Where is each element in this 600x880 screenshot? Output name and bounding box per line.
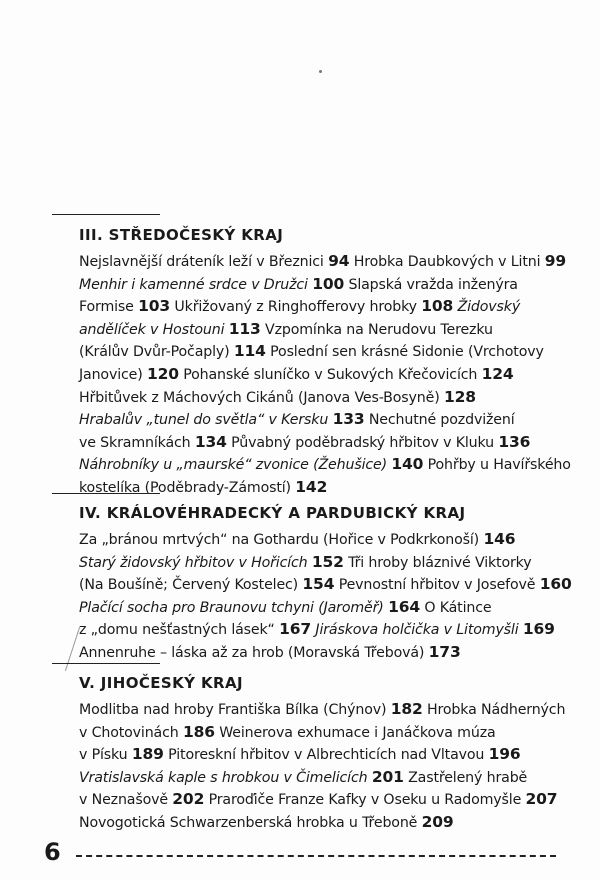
page-ref: 207 xyxy=(525,790,558,809)
page-ref: 146 xyxy=(483,530,516,548)
toc-line xyxy=(79,409,559,432)
entry-title-italic: andělíček v Hostouni xyxy=(79,321,225,338)
entry-text: (Králův Dvůr-Počaply) xyxy=(79,344,234,361)
page-ref: 209 xyxy=(421,812,454,831)
section-lines xyxy=(79,251,571,500)
entry-text: v Neznašově xyxy=(79,792,173,809)
entry-title-italic: Židovský xyxy=(457,299,521,316)
page-ref: 94 xyxy=(328,252,350,270)
entry-text: (Na Boušíně; Červený Kostelec) xyxy=(79,577,303,594)
page-ref: 160 xyxy=(539,575,572,594)
entry-text: Hřbitůvek z Máchových Cikánů (Janova Ves-Bosyně) xyxy=(79,389,444,406)
dust-speck xyxy=(319,70,322,73)
toc-line xyxy=(79,529,559,552)
page-ref: 154 xyxy=(302,575,335,594)
toc-line xyxy=(79,251,567,274)
page-ref: 124 xyxy=(481,364,514,383)
page-ref: 128 xyxy=(443,387,476,406)
entry-text: Annenruhe – láska až za hrob (Moravská Třebová) xyxy=(79,644,429,661)
entry-text: v Chotovinách xyxy=(79,724,183,741)
entry-text: Slapská vražda inženýra xyxy=(344,276,518,293)
toc-line xyxy=(79,341,559,364)
entry-text: Hrobka Daubkových v Litni xyxy=(349,254,545,270)
entry-title-italic: Starý židovský hřbitov v Hořicích xyxy=(79,554,308,571)
entry-text: Ukřižovaný z Ringhofferovy hrobky xyxy=(170,299,422,316)
toc-line xyxy=(79,767,559,790)
entry-text: Vzpomínka na Nerudovu Terezku xyxy=(260,321,493,338)
toc-line xyxy=(79,812,559,835)
entry-text: Nechutné pozdvižení xyxy=(364,412,515,429)
entry-text: Formise xyxy=(79,299,139,316)
toc-line xyxy=(79,744,559,767)
page-ref: 169 xyxy=(522,620,555,639)
toc-line xyxy=(79,274,559,297)
entry-text: Tři hroby bláznivé Viktorky xyxy=(343,554,532,571)
section-rule-2 xyxy=(52,493,160,494)
entry-text: Poslední sen krásné Sidonie (Vrchotovy xyxy=(265,344,544,361)
section-rule-3 xyxy=(52,663,160,664)
page-ref: 173 xyxy=(428,642,461,661)
page-number: 6 xyxy=(44,838,61,866)
toc-line xyxy=(79,387,559,410)
entry-text: Modlitba nad hroby Františka Bílka (Chýnov) xyxy=(79,702,391,718)
entry-text: v Písku xyxy=(79,747,132,764)
page-ref: 202 xyxy=(172,790,205,809)
toc-line xyxy=(79,597,559,620)
page-ref: 120 xyxy=(146,364,179,383)
page-ref: 142 xyxy=(295,477,328,496)
section-title: IV. KRÁLOVÉHRADECKÝ A PARDUBICKÝ KRAJ xyxy=(79,504,466,522)
entry-text: Novogotická Schwarzenberská hrobka u Třeboně xyxy=(79,814,422,831)
toc-line xyxy=(79,789,559,812)
entry-text: Zastřelený hrabě xyxy=(403,769,528,786)
section-title: V. JIHOČESKÝ KRAJ xyxy=(79,674,243,692)
toc-line xyxy=(79,296,559,319)
toc-line xyxy=(79,574,572,597)
entry-title-italic: Náhrobníky u „maurské“ zvonice (Žehušice) xyxy=(79,457,387,474)
entry-text: Nejslavnější dráteník leží v Březnici xyxy=(79,254,329,270)
section-title: III. STŘEDOČESKÝ KRAJ xyxy=(79,226,284,244)
toc-line xyxy=(79,619,559,642)
entry-text: Praroďiče Franze Kafky v Oseku u Radomyšle xyxy=(204,792,526,809)
page-ref: 133 xyxy=(332,410,365,429)
toc-line xyxy=(79,364,559,387)
entry-text: Hrobka Nádherných xyxy=(422,702,566,718)
page-ref: 196 xyxy=(488,745,521,764)
page-ref: 140 xyxy=(391,455,424,474)
page-ref: 136 xyxy=(498,432,531,451)
entry-text: Weinerova exhumace i Janáčkova múza xyxy=(214,724,496,741)
page-ref: 99 xyxy=(544,252,567,270)
entry-title-italic: Plačící socha pro Braunovu tchyni (Jaroměř) xyxy=(79,599,384,616)
entry-text: ve Skramníkách xyxy=(79,434,195,451)
section-rule-1 xyxy=(52,214,160,215)
toc-line xyxy=(79,454,571,477)
entry-text: Pevnostní hřbitov v Josefově xyxy=(334,577,540,594)
entry-text: z „domu nešťastných lásek“ xyxy=(79,622,280,639)
page-ref: 113 xyxy=(228,319,261,338)
page-ref: 189 xyxy=(131,745,164,764)
entry-title-italic: Menhir i kamenné srdce v Družci xyxy=(79,276,308,293)
toc-line xyxy=(79,552,559,575)
section-lines xyxy=(79,529,572,665)
page-ref: 164 xyxy=(388,597,420,616)
footer-dashed-rule xyxy=(76,855,556,857)
toc-line xyxy=(79,722,559,745)
section-lines xyxy=(79,699,566,835)
entry-text: O Kátince xyxy=(419,599,492,616)
toc-line xyxy=(79,642,559,665)
page-ref: 167 xyxy=(279,620,312,639)
section-kralovehradecky xyxy=(79,504,572,665)
entry-text: Za „bránou mrtvých“ na Gothardu (Hořice v Podkrkonoší) xyxy=(79,532,484,548)
entry-text: kostelíka (Poděbrady-Zámostí) xyxy=(79,479,296,496)
entry-text: Pohanské sluníčko v Sukových Křečovicích xyxy=(178,366,482,383)
page-ref: 103 xyxy=(138,297,171,316)
page-ref: 186 xyxy=(182,722,215,741)
toc-line xyxy=(79,699,566,722)
page-ref: 134 xyxy=(194,432,227,451)
entry-title-italic: Vratislavská kaple s hrobkou v Čimelicích xyxy=(79,769,368,786)
entry-title-italic: Hrabalův „tunel do světla“ v Kersku xyxy=(79,412,329,429)
page-ref: 182 xyxy=(390,700,423,718)
page-ref: 201 xyxy=(371,767,404,786)
page-ref: 108 xyxy=(421,297,454,316)
entry-text: Půvabný poděbradský hřbitov v Kluku xyxy=(226,434,499,451)
toc-line xyxy=(79,432,559,455)
page-ref: 100 xyxy=(312,274,345,293)
entry-title-italic: Jiráskova holčička v Litomyšli xyxy=(315,622,519,639)
entry-text: Pohřby u Havířského xyxy=(423,457,571,474)
entry-text: Janovice) xyxy=(79,366,147,383)
toc-line xyxy=(79,477,559,500)
entry-text: Pitoreskní hřbitov v Albrechticích nad Vltavou xyxy=(163,747,489,764)
section-jihocesky xyxy=(79,674,566,835)
page-ref: 114 xyxy=(233,342,266,361)
page-ref: 152 xyxy=(311,552,344,571)
toc-line xyxy=(79,319,559,342)
scratch-mark xyxy=(65,627,80,671)
section-stredocesky xyxy=(79,226,571,500)
